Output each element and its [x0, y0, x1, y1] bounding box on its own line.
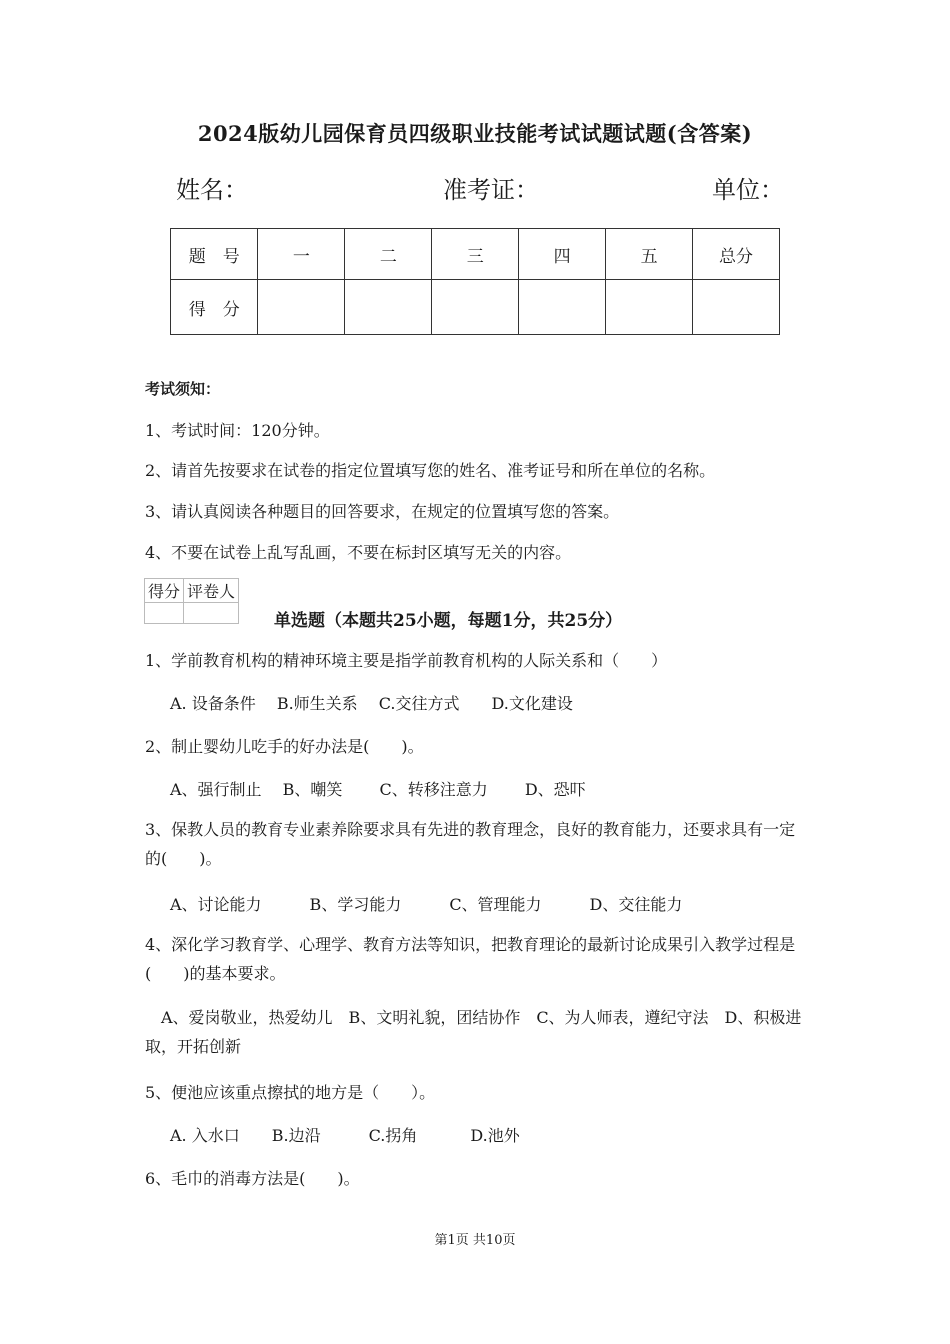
score-header-cell: 总分	[693, 229, 780, 280]
question-stem: 2、制止婴幼儿吃手的好办法是( )。	[145, 737, 424, 756]
notice-item: 3、请认真阅读各种题目的回答要求，在规定的位置填写您的答案。	[145, 502, 620, 521]
notice-item: 2、请首先按要求在试卷的指定位置填写您的姓名、准考证号和所在单位的名称。	[145, 461, 716, 480]
score-header-cell: 三	[432, 229, 519, 280]
grader-reviewer-label: 评卷人	[184, 579, 239, 603]
grader-score-cell	[145, 603, 184, 624]
question-stem: 5、便池应该重点擦拭的地方是（ ）。	[145, 1083, 436, 1102]
question-options: A、强行制止 B、嘲笑 C、转移注意力 D、恐吓	[170, 780, 586, 799]
score-header-cell: 一	[258, 229, 345, 280]
score-header-cell: 题 号	[171, 229, 258, 280]
notice-item: 1、考试时间：120分钟。	[145, 421, 330, 440]
question-stem: 1、学前教育机构的精神环境主要是指学前教育机构的人际关系和（ ）	[145, 651, 668, 670]
score-cell	[519, 280, 606, 335]
score-table	[170, 228, 780, 335]
question-options: A. 设备条件 B.师生关系 C.交往方式 D.文化建设	[170, 694, 573, 713]
score-header-cell: 五	[606, 229, 693, 280]
question-options: A、讨论能力 B、学习能力 C、管理能力 D、交往能力	[170, 895, 683, 914]
notice-heading: 考试须知：	[145, 380, 221, 398]
score-cell	[258, 280, 345, 335]
score-cell	[345, 280, 432, 335]
score-cell	[432, 280, 519, 335]
exam-id-label: 准考证：	[443, 176, 539, 204]
question-stem: 6、毛巾的消毒方法是( )。	[145, 1169, 360, 1188]
score-table-score-row	[171, 280, 780, 335]
notice-item: 4、不要在试卷上乱写乱画，不要在标封区填写无关的内容。	[145, 543, 572, 562]
score-cell	[693, 280, 780, 335]
question-options: A. 入水口 B.边沿 C.拐角 D.池外	[170, 1126, 520, 1145]
page-footer: 第1页 共10页	[434, 1233, 516, 1248]
question-options: A、爱岗敬业，热爱幼儿 B、文明礼貌，团结协作 C、为人师表，遵纪守法 D、积极进取，开拓创新	[145, 1008, 802, 1056]
question-stem: 3、保教人员的教育专业素养除要求具有先进的教育理念，良好的教育能力，还要求具有一定的( )。	[145, 820, 796, 868]
grader-table	[144, 578, 239, 624]
grader-reviewer-cell	[184, 603, 239, 624]
name-label: 姓名：	[176, 176, 248, 204]
unit-label: 单位：	[712, 176, 784, 204]
question-stem: 4、深化学习教育学、心理学、教育方法等知识，把教育理论的最新讨论成果引入教学过程是( )的基本要求。	[145, 935, 796, 983]
score-row-label: 得 分	[171, 280, 258, 335]
grader-score-label: 得分	[145, 579, 184, 603]
score-cell	[606, 280, 693, 335]
section-title: 单选题（本题共25小题，每题1分，共25分）	[274, 611, 623, 631]
page-title: 2024版幼儿园保育员四级职业技能考试试题试题(含答案)	[197, 121, 753, 146]
score-header-cell: 二	[345, 229, 432, 280]
score-header-cell: 四	[519, 229, 606, 280]
score-table-header-row	[171, 229, 780, 280]
